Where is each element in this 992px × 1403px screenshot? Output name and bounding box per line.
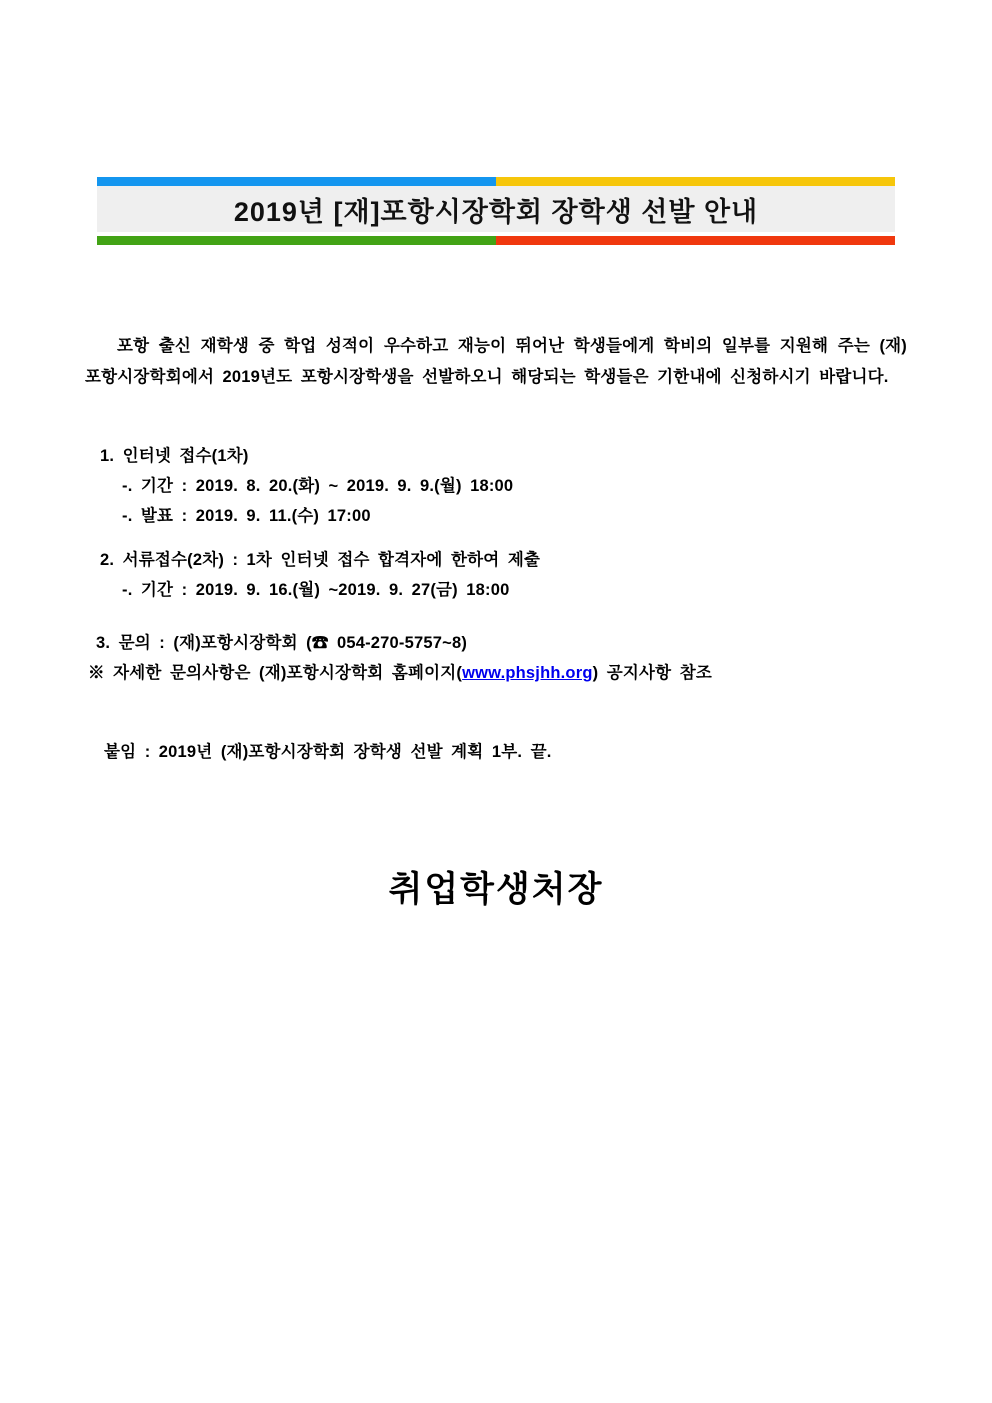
banner-bar-blue [97, 177, 496, 186]
document-title: 2019년 [재]포항시장학회 장학생 선발 안내 [97, 186, 895, 232]
section1-announcement: -. 발표 : 2019. 9. 11.(수) 17:00 [122, 507, 371, 525]
website-link[interactable]: www.phsjhh.org [462, 664, 593, 682]
note-prefix: ※ 자세한 문의사항은 (재)포항시장학회 홈페이지( [88, 664, 463, 682]
attachment-text: 붙임 : 2019년 (재)포항시장학회 장학생 선발 계획 1부. 끝. [104, 743, 552, 761]
section3-heading: 3. 문의 : (재)포항시장학회 (☎ 054-270-5757~8) [96, 634, 468, 652]
section1-period: -. 기간 : 2019. 8. 20.(화) ~ 2019. 9. 9.(월) 18:00 [122, 477, 514, 495]
section1-heading: 1. 인터넷 접수(1차) [100, 447, 249, 465]
note-suffix: ) 공지사항 참조 [592, 664, 712, 682]
title-banner [97, 177, 895, 245]
section2-heading: 2. 서류접수(2차) : 1차 인터넷 접수 합격자에 한하여 제출 [100, 551, 541, 569]
banner-bar-green [97, 236, 496, 245]
banner-top-bar [97, 177, 895, 186]
section-contact [96, 628, 467, 658]
intro-paragraph: 포항 출신 재학생 중 학업 성적이 우수하고 재능이 뛰어난 학생들에게 학비의 일부를 지원해 주는 (재)포항시장학회에서 2019년도 포항시장학생을 선발하오니 해당되는 학생들은 기한내에 신청하시기 바랍니다. [85, 337, 907, 386]
banner-bottom-bar [97, 236, 895, 245]
banner-bar-red [496, 236, 895, 245]
section-internet-application [100, 441, 513, 531]
banner-bar-yellow [496, 177, 895, 186]
section-document-submission [100, 545, 540, 605]
section2-period: -. 기간 : 2019. 9. 16.(월) ~2019. 9. 27(금) 18:00 [122, 581, 510, 599]
reference-note [88, 658, 712, 688]
attachment-line [104, 737, 552, 767]
signature-title: 취업학생처장 [388, 870, 604, 909]
